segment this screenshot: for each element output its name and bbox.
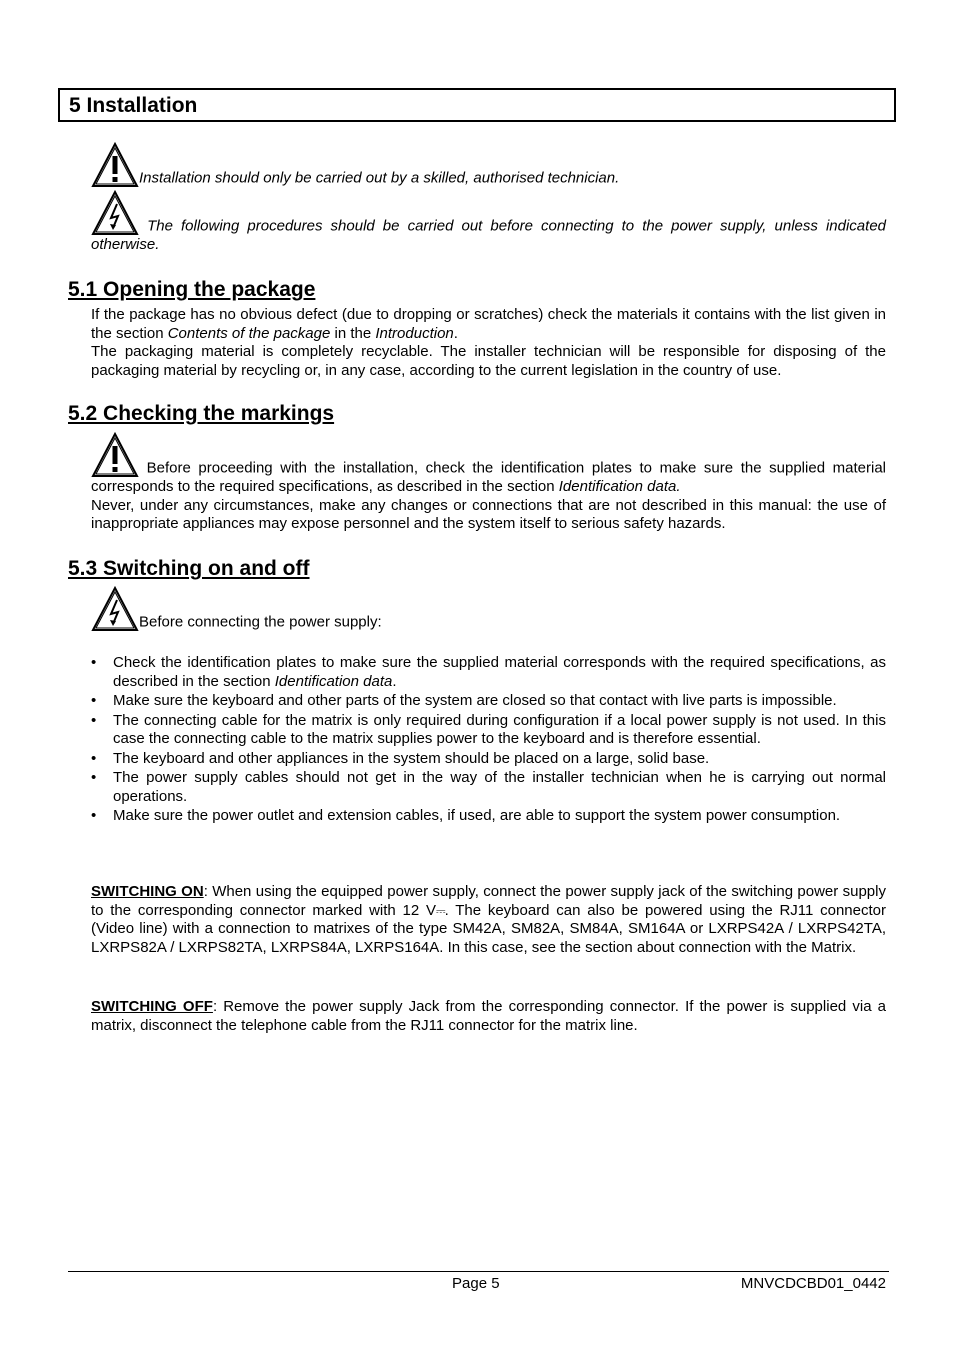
warning-exclamation-icon <box>91 142 139 188</box>
section-5-1-body <box>91 306 886 380</box>
footer-page-number: Page 5 <box>452 1275 500 1292</box>
list-item: • The keyboard and other appliances in the system should be placed on a large, solid base. <box>91 749 710 767</box>
list-item: • Make sure the keyboard and other parts of the system are closed so that contact with live parts is impossible. <box>91 692 837 709</box>
list-item: • Check the identification plates to make sure the supplied material corresponds with the required specifications, as described in the section Identification data. <box>91 654 886 690</box>
section-5-2-body <box>91 432 886 534</box>
switching-off-label: SWITCHING OFF <box>91 998 213 1015</box>
chapter-title: 5 Installation <box>69 94 198 117</box>
footer-rule <box>68 1271 889 1272</box>
dc-symbol: ⎓ <box>435 903 445 918</box>
warning-before-power <box>91 190 886 255</box>
section-5-2-paragraph-1: Before proceeding with the installation, check the identification plates to make sure the supplied material corresponds to the required specifications, as described in the section Identification data. <box>91 432 886 497</box>
section-5-3-intro: Before connecting the power supply: <box>91 586 886 632</box>
switching-on-label: SWITCHING ON <box>91 883 204 900</box>
warning-skilled-text: Installation should only be carried out by a skilled, authorised technician. <box>139 169 620 187</box>
section-5-2-heading: 5.2 Checking the markings <box>68 402 335 425</box>
section-5-3-bullet-list <box>91 654 886 827</box>
section-5-1-heading: 5.1 Opening the package <box>68 278 316 301</box>
list-item: • The connecting cable for the matrix is only required during configuration if a local power supply is not used. In this case the connecting cable to the matrix supplies power to the keyboard and is therefore essential. <box>91 711 886 747</box>
warning-before-power-text: The following procedures should be carried out before connecting to the power supply, unless indicated otherwise. <box>91 217 887 253</box>
section-5-1-paragraph-1: If the package has no obvious defect (due to dropping or scratches) check the materials it contains with the list given in the section Contents of the package in the Introduction. <box>91 306 886 342</box>
warning-skilled <box>91 142 886 188</box>
section-5-2-paragraph-2: Never, under any circumstances, make any changes or connections that are not described in this manual: the use of inappropriate appliances may expose personnel and the system itself to serious safety hazards. <box>91 496 886 532</box>
warning-lightning-icon <box>91 586 139 632</box>
section-5-3-heading: 5.3 Switching on and off <box>68 557 310 580</box>
switching-on-paragraph: SWITCHING ON: When using the equipped power supply, connect the power supply jack of the switching power supply to the corresponding connector marked with 12 V⎓. The keyboard can also be powered using the RJ11 connector (Video line) with a connection to matrixes of the type SM42A, SM82A, SM84A, SM164A or LXRPS42A / LXRPS42TA, LXRPS82A / LXRPS82TA, LXRPS84A, LXRPS164A. In this case, see the section about connection with the Matrix. <box>91 883 886 956</box>
footer-document-code: MNVCDCBD01_0442 <box>740 1275 886 1292</box>
list-item: • The power supply cables should not get in the way of the installer technician when he is carrying out normal operations. <box>91 769 886 805</box>
switching-off-paragraph: SWITCHING OFF: Remove the power supply Jack from the corresponding connector. If the power is supplied via a matrix, disconnect the telephone cable from the RJ11 connector for the matrix line. <box>91 998 886 1034</box>
list-item: • Make sure the power outlet and extension cables, if used, are able to support the system power consumption. <box>91 807 841 824</box>
chapter-title-box <box>58 88 896 122</box>
warning-exclamation-icon <box>91 432 139 478</box>
section-5-1-paragraph-2: The packaging material is completely recyclable. The installer technician will be responsible for disposing of the packaging material by recycling or, in any case, according to the current legislation in the country of use. <box>91 343 886 379</box>
warning-lightning-icon <box>91 190 139 236</box>
